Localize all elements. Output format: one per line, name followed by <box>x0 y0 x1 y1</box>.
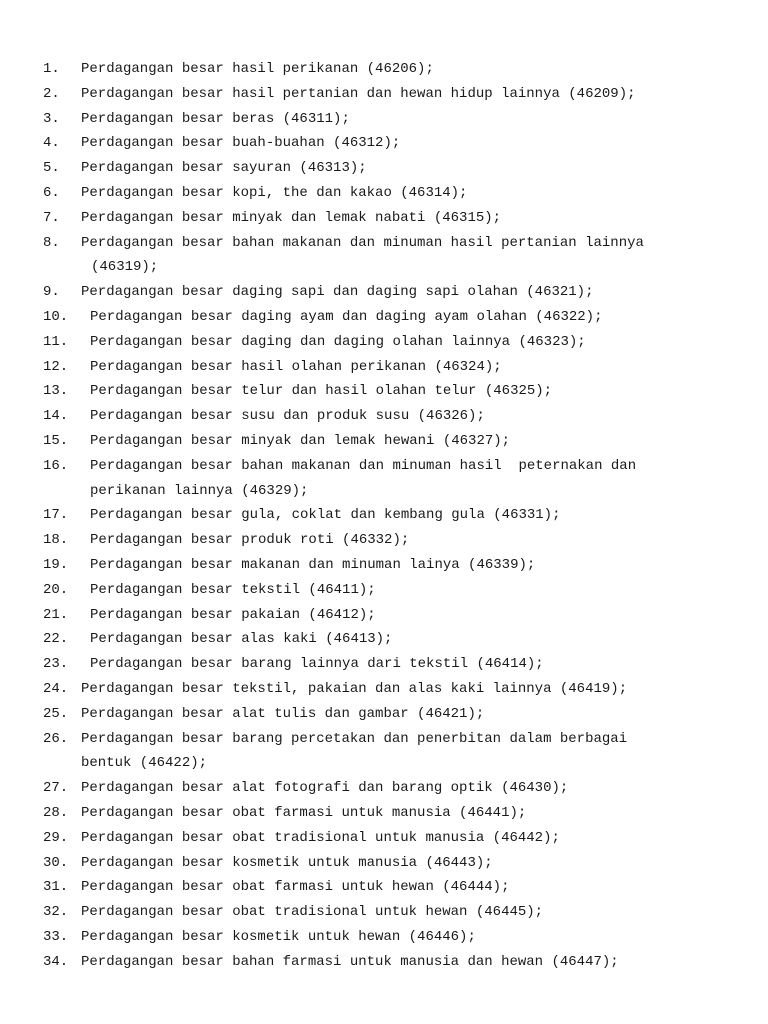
item-number: 13. <box>43 383 69 400</box>
list-item <box>43 231 743 281</box>
item-text: Perdagangan besar minyak dan lemak hewani (46327); <box>90 432 511 449</box>
item-number: 26. <box>43 730 69 747</box>
item-text: Perdagangan besar makanan dan minuman lainya (46339); <box>90 556 536 573</box>
item-text: Perdagangan besar alat fotografi dan barang optik (46430); <box>81 780 569 797</box>
item-number: 2. <box>43 85 60 102</box>
list-item <box>43 652 743 677</box>
list-item <box>43 553 743 578</box>
list-item <box>43 851 743 876</box>
item-number: 11. <box>43 333 69 350</box>
business-activity-list <box>43 57 743 974</box>
item-text: Perdagangan besar tekstil, pakaian dan alas kaki lainnya (46419); <box>81 680 628 697</box>
item-number: 22. <box>43 631 69 648</box>
item-continuation: perikanan lainnya (46329); <box>90 482 309 499</box>
item-text: Perdagangan besar hasil olahan perikanan (46324); <box>90 358 502 375</box>
item-text: Perdagangan besar alas kaki (46413); <box>90 631 393 648</box>
list-item <box>43 379 743 404</box>
item-number: 3. <box>43 110 60 127</box>
item-text: Perdagangan besar kopi, the dan kakao (46314); <box>81 184 468 201</box>
list-item <box>43 503 743 528</box>
item-number: 7. <box>43 209 60 226</box>
list-item <box>43 528 743 553</box>
list-item <box>43 677 743 702</box>
item-number: 18. <box>43 532 69 549</box>
item-number: 9. <box>43 284 60 301</box>
item-continuation: bentuk (46422); <box>81 755 208 772</box>
item-number: 27. <box>43 780 69 797</box>
list-item <box>43 900 743 925</box>
item-number: 5. <box>43 160 60 177</box>
list-item <box>43 57 743 82</box>
list-item <box>43 826 743 851</box>
list-item <box>43 578 743 603</box>
list-item <box>43 305 743 330</box>
item-text: Perdagangan besar bahan farmasi untuk manusia dan hewan (46447); <box>81 953 619 970</box>
list-item <box>43 875 743 900</box>
item-text: Perdagangan besar telur dan hasil olahan telur (46325); <box>90 383 553 400</box>
item-text: Perdagangan besar bahan makanan dan minuman hasil peternakan dan <box>90 457 637 474</box>
item-text: Perdagangan besar obat farmasi untuk manusia (46441); <box>81 804 527 821</box>
list-item <box>43 181 743 206</box>
item-number: 6. <box>43 184 60 201</box>
item-number: 32. <box>43 904 69 921</box>
item-text: Perdagangan besar obat tradisional untuk manusia (46442); <box>81 829 560 846</box>
list-item <box>43 82 743 107</box>
list-item <box>43 801 743 826</box>
item-text: Perdagangan besar tekstil (46411); <box>90 581 376 598</box>
item-text: Perdagangan besar sayuran (46313); <box>81 160 367 177</box>
item-text: Perdagangan besar barang percetakan dan penerbitan dalam berbagai <box>81 730 628 747</box>
item-number: 12. <box>43 358 69 375</box>
item-number: 30. <box>43 854 69 871</box>
item-number: 19. <box>43 556 69 573</box>
list-item <box>43 206 743 231</box>
item-text: Perdagangan besar hasil perikanan (46206); <box>81 61 434 77</box>
list-item <box>43 603 743 628</box>
item-text: Perdagangan besar daging ayam dan daging ayam olahan (46322); <box>90 308 603 325</box>
list-item <box>43 107 743 132</box>
item-text: Perdagangan besar susu dan produk susu (46326); <box>90 408 485 425</box>
list-item <box>43 429 743 454</box>
list-item <box>43 627 743 652</box>
item-number: 10. <box>43 308 69 325</box>
item-text: Perdagangan besar buah-buahan (46312); <box>81 135 401 152</box>
item-text: Perdagangan besar daging dan daging olahan lainnya (46323); <box>90 333 586 350</box>
list-item <box>43 702 743 727</box>
item-number: 28. <box>43 804 69 821</box>
item-number: 17. <box>43 507 69 524</box>
list-item <box>43 727 743 777</box>
item-number: 21. <box>43 606 69 623</box>
item-text: Perdagangan besar beras (46311); <box>81 110 350 127</box>
item-text: Perdagangan besar hasil pertanian dan hewan hidup lainnya (46209); <box>81 85 636 102</box>
item-text: Perdagangan besar daging sapi dan daging sapi olahan (46321); <box>81 284 594 301</box>
item-text: Perdagangan besar barang lainnya dari tekstil (46414); <box>90 656 544 673</box>
item-text: Perdagangan besar kosmetik untuk manusia (46443); <box>81 854 493 871</box>
item-number: 14. <box>43 408 69 425</box>
item-text: Perdagangan besar gula, coklat dan kembang gula (46331); <box>90 507 561 524</box>
item-text: Perdagangan besar alat tulis dan gambar (46421); <box>81 705 485 722</box>
item-number: 25. <box>43 705 69 722</box>
item-text: Perdagangan besar minyak dan lemak nabati (46315); <box>81 209 502 226</box>
list-item <box>43 404 743 429</box>
item-number: 4. <box>43 135 60 152</box>
item-text: Perdagangan besar obat farmasi untuk hewan (46444); <box>81 879 510 896</box>
item-number: 8. <box>43 234 60 251</box>
item-continuation: (46319); <box>91 259 159 276</box>
item-text: Perdagangan besar obat tradisional untuk hewan (46445); <box>81 904 544 921</box>
list-item <box>43 776 743 801</box>
item-text: Perdagangan besar produk roti (46332); <box>90 532 410 549</box>
list-item <box>43 131 743 156</box>
item-number: 34. <box>43 953 69 970</box>
list-item <box>43 156 743 181</box>
list-item <box>43 330 743 355</box>
item-text: Perdagangan besar bahan makanan dan minuman hasil pertanian lainnya <box>81 234 644 251</box>
item-number: 31. <box>43 879 69 896</box>
item-number: 20. <box>43 581 69 598</box>
list-item <box>43 355 743 380</box>
item-text: Perdagangan besar pakaian (46412); <box>90 606 376 623</box>
list-item <box>43 454 743 504</box>
item-number: 1. <box>43 61 60 77</box>
list-item <box>43 280 743 305</box>
list-item <box>43 950 743 975</box>
item-number: 29. <box>43 829 69 846</box>
item-number: 23. <box>43 656 69 673</box>
item-text: Perdagangan besar kosmetik untuk hewan (46446); <box>81 928 476 945</box>
list-item <box>43 925 743 950</box>
item-number: 24. <box>43 680 69 697</box>
item-number: 16. <box>43 457 69 474</box>
item-number: 33. <box>43 928 69 945</box>
item-number: 15. <box>43 432 69 449</box>
